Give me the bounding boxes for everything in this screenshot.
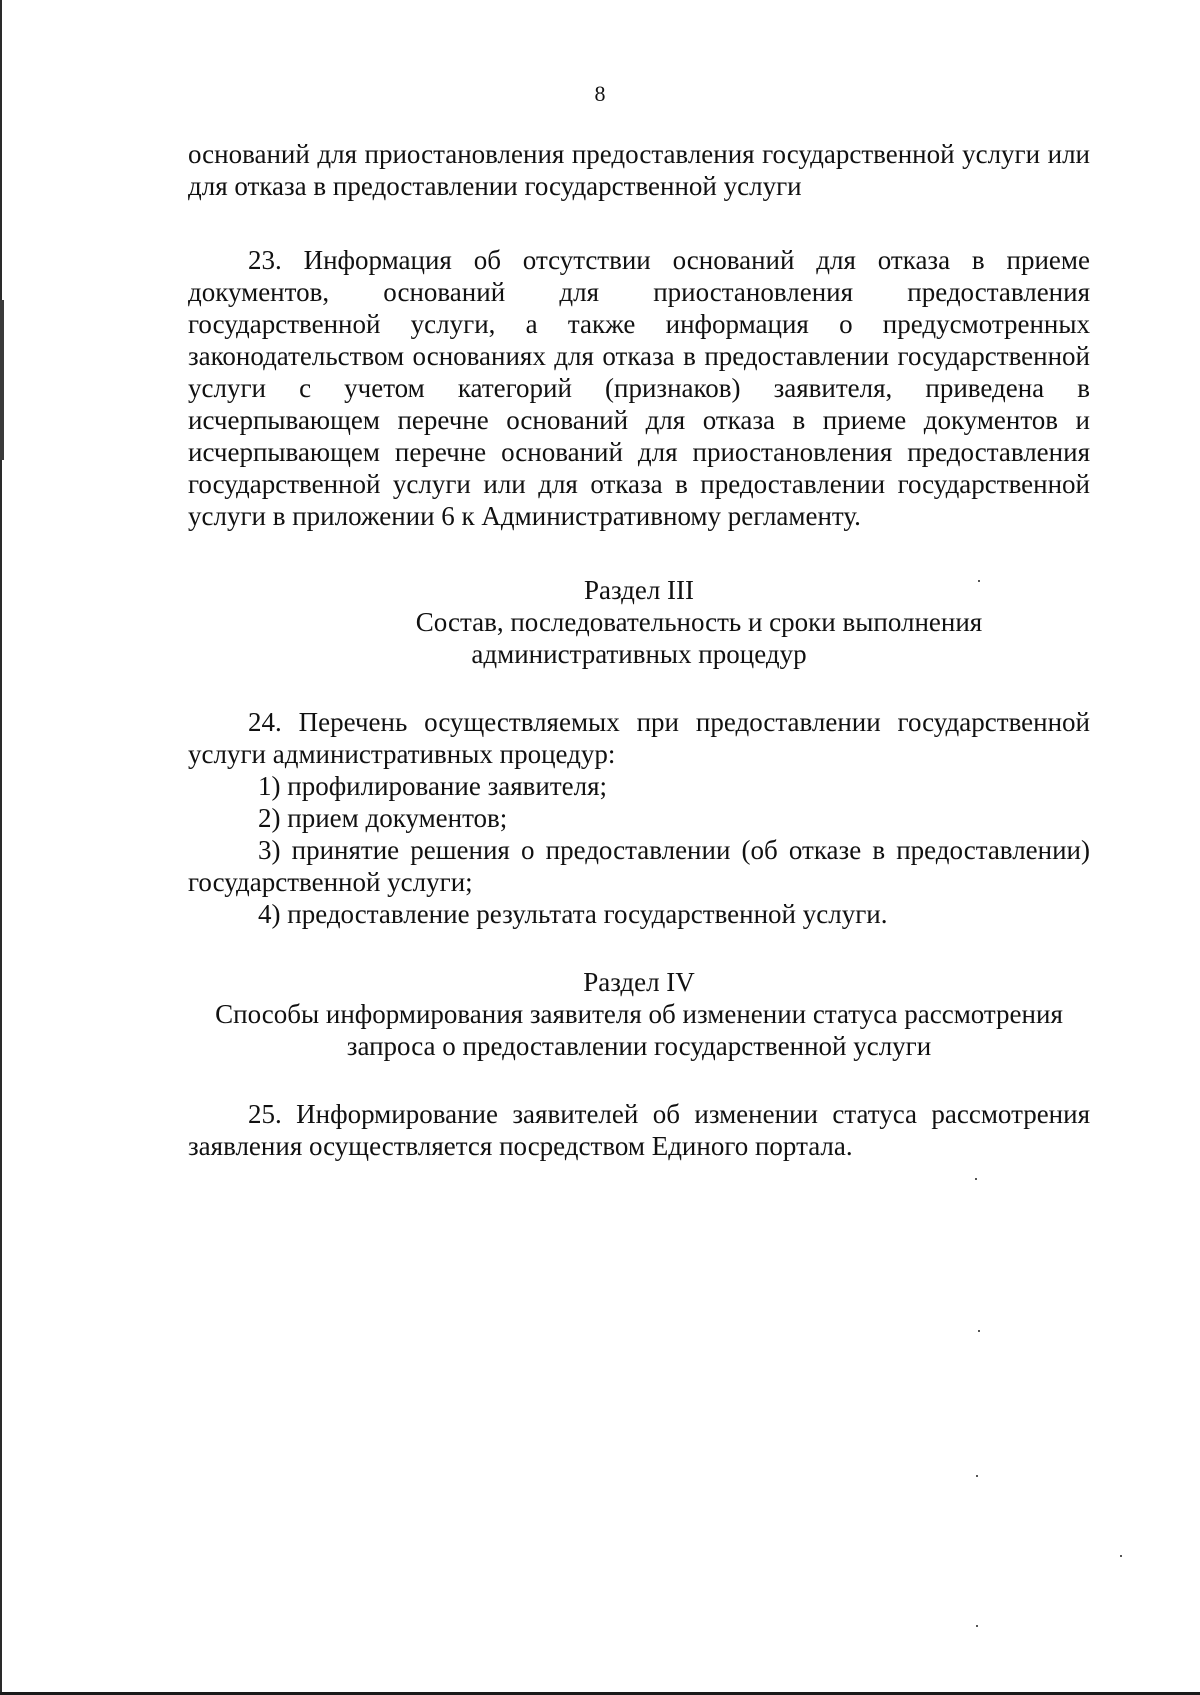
section-3-title-line2: административных процедур <box>471 639 807 669</box>
paragraph-25: 25. Информирование заявителей об изменении статуса рассмотрения заявления осуществляется посредством Единого портала. <box>188 1099 1090 1161</box>
section-3-title-line1: Состав, последовательность и сроки выполнения <box>415 607 983 637</box>
list-item: 2) прием документов; <box>258 803 508 833</box>
list-item: 4) предоставление результата государственной услуги. <box>258 899 888 929</box>
section-3-label: Раздел III <box>583 575 695 605</box>
scan-speck <box>1120 1555 1122 1557</box>
paragraph-24: 24. Перечень осуществляемых при предоставлении государственной услуги административных процедур: <box>188 707 1090 769</box>
document-body <box>188 138 1090 1162</box>
paragraph-23: 23. Информация об отсутствии оснований для отказа в приеме документов, оснований для приостановления предоставления государственной услуги, а также информация о предусмотренных законодательством основаниях для отказа в предоставлении государственной услуги с учетом категорий (признаков) заявителя, приведена в исчерпывающем перечне оснований для отказа в приеме документов и исчерпывающем перечне оснований для приостановления предоставления государственной услуги или для отказа в предоставлении государственной услуги в приложении 6 к Административному регламенту. <box>188 245 1090 531</box>
list-item: 1) профилирование заявителя; <box>258 771 608 801</box>
paragraph-continuation: оснований для приостановления предоставления государственной услуги или для отказа в предоставлении государственной услуги <box>188 139 1090 201</box>
scan-speck <box>978 1330 980 1332</box>
scan-speck <box>976 1625 978 1627</box>
list-item: 3) принятие решения о предоставлении (об отказе в предоставлении) государственной услуги; <box>188 835 1090 897</box>
page-number: 8 <box>594 81 606 106</box>
scan-speck <box>976 1475 978 1477</box>
scan-mark <box>0 300 4 460</box>
section-4-title-line2: запроса о предоставлении государственной услуги <box>346 1031 932 1061</box>
section-4-label: Раздел IV <box>583 967 695 997</box>
scan-edge <box>0 0 2 1695</box>
section-4-title-line1: Способы информирования заявителя об изменении статуса рассмотрения <box>215 999 1063 1029</box>
scan-speck <box>975 1178 977 1180</box>
